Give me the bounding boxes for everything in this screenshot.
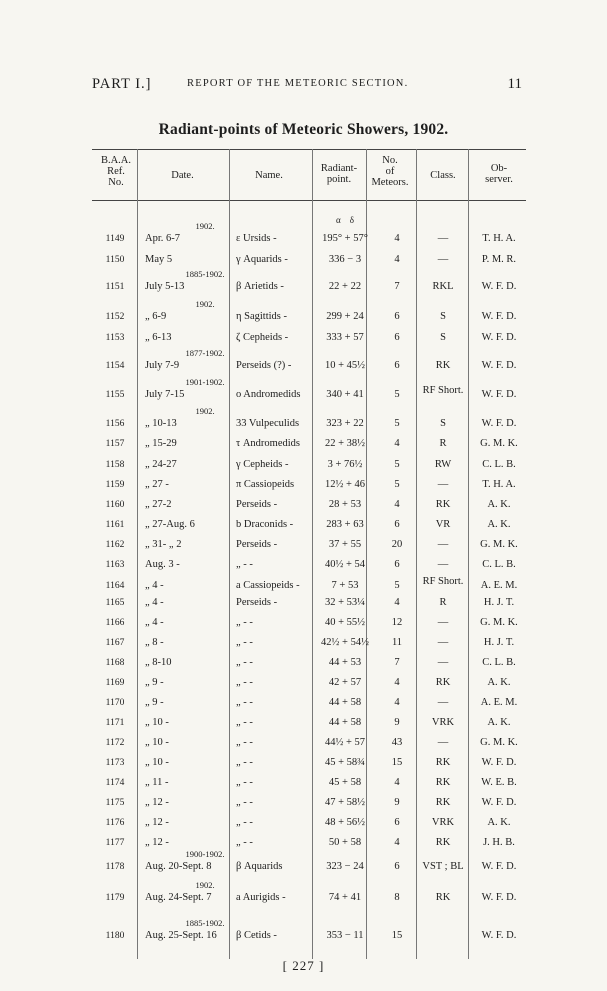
radiant-point: 353 − 11	[326, 930, 364, 941]
class-cell: —	[437, 697, 449, 708]
radiant-point: 3 + 76½	[327, 459, 363, 470]
class-cell: VRK	[431, 717, 455, 728]
ref-number: 1156	[105, 419, 125, 429]
class-cell: RF Short.	[422, 385, 464, 396]
radiant-point: 40 + 55½	[324, 617, 366, 628]
observer-cell: G. M. K.	[480, 617, 518, 628]
observer-cell: A. K.	[487, 817, 511, 828]
date-cell: „ 11 -	[145, 777, 169, 788]
table-top-rule	[92, 149, 526, 150]
ref-number: 1160	[105, 500, 125, 510]
class-cell: RK	[435, 837, 451, 848]
meteor-count: 11	[391, 637, 403, 648]
radiant-point: 12½ + 46	[324, 479, 366, 490]
date-cell: „ 10 -	[145, 737, 169, 748]
meteor-count: 43	[391, 737, 403, 748]
shower-name: Perseids (?) -	[236, 360, 292, 371]
ref-number: 1166	[105, 618, 125, 628]
header-class: Class.	[430, 170, 456, 181]
shower-name: „ - -	[236, 837, 253, 848]
shower-name: β Arietids -	[236, 281, 284, 292]
radiant-point: 340 + 41	[326, 389, 364, 400]
ref-number: 1178	[105, 862, 125, 872]
shower-name: Perseids -	[236, 499, 278, 510]
ref-number: 1167	[105, 638, 125, 648]
date-cell: May 5	[145, 254, 173, 265]
ref-number: 1157	[105, 439, 125, 449]
date-cell: „ 8-10	[145, 657, 172, 668]
ref-number: 1153	[105, 333, 125, 343]
date-cell: „ 10-13	[145, 418, 177, 429]
class-cell: RK	[435, 777, 451, 788]
meteor-count: 5	[394, 479, 400, 490]
shower-name: γ Aquarids -	[236, 254, 288, 265]
observer-cell: W. F. D.	[481, 332, 517, 343]
date-cell: „ 6-13	[145, 332, 172, 343]
observer-cell: W. F. D.	[481, 892, 517, 903]
ref-number: 1172	[105, 738, 125, 748]
page-title: Radiant-points of Meteoric Showers, 1902.	[158, 121, 449, 138]
meteor-count: 5	[394, 389, 400, 400]
shower-name: „ - -	[236, 657, 253, 668]
radiant-point: 42 + 57	[328, 677, 362, 688]
date-cell: „ 31- „ 2	[145, 539, 182, 550]
header-number-line: No.	[382, 155, 398, 166]
date-year: 1877-1902.	[185, 348, 225, 358]
ref-number: 1174	[105, 778, 125, 788]
observer-cell: C. L. B.	[482, 657, 516, 668]
meteor-count: 6	[394, 311, 400, 322]
radiant-point: 44 + 53	[328, 657, 362, 668]
class-cell: —	[437, 559, 449, 570]
ref-number: 1162	[105, 540, 125, 550]
class-cell: —	[437, 637, 449, 648]
meteor-count: 4	[394, 499, 400, 510]
shower-name: „ - -	[236, 817, 253, 828]
shower-name: „ - -	[236, 757, 253, 768]
header-number-line: of	[385, 166, 395, 177]
date-cell: „ 4 -	[145, 580, 164, 591]
shower-name: ε Ursids -	[236, 233, 277, 244]
header-number-line: Meteors.	[371, 177, 409, 188]
shower-name: „ - -	[236, 559, 253, 570]
radiant-point: 323 + 22	[326, 418, 364, 429]
column-rule	[137, 149, 138, 959]
header-alpha-delta: α δ	[336, 215, 354, 225]
observer-cell: G. M. K.	[480, 737, 518, 748]
observer-cell: T. H. A.	[482, 479, 516, 490]
class-cell: RW	[434, 459, 452, 470]
class-cell: S	[440, 418, 446, 429]
radiant-point: 48 + 56½	[324, 817, 366, 828]
observer-cell: W. F. D.	[481, 281, 517, 292]
header-name: Name.	[255, 170, 283, 181]
observer-cell: A. K.	[487, 519, 511, 530]
radiant-point: 47 + 58½	[324, 797, 366, 808]
header-radiant-line: Radiant-	[320, 163, 358, 174]
shower-name: „ - -	[236, 797, 253, 808]
observer-cell: W. F. D.	[481, 861, 517, 872]
radiant-point: 44 + 58	[328, 697, 362, 708]
section-title: REPORT OF THE METEORIC SECTION.	[187, 78, 409, 89]
date-cell: July 7-15	[145, 389, 185, 400]
meteor-count: 6	[394, 559, 400, 570]
date-cell: „ 9 -	[145, 677, 164, 688]
class-cell: RK	[435, 892, 451, 903]
date-year: 1902.	[195, 221, 215, 231]
observer-cell: A. K.	[487, 717, 511, 728]
class-cell: RK	[435, 757, 451, 768]
ref-number: 1170	[105, 698, 125, 708]
radiant-point: 44 + 58	[328, 717, 362, 728]
radiant-point: 32 + 53¼	[324, 597, 366, 608]
header-date: Date.	[171, 170, 194, 181]
ref-number: 1176	[105, 818, 125, 828]
ref-number: 1155	[105, 390, 125, 400]
class-cell: —	[437, 479, 449, 490]
date-year: 1900-1902.	[185, 849, 225, 859]
class-cell: —	[437, 617, 449, 628]
class-cell: —	[437, 254, 449, 265]
observer-cell: J. H. B.	[483, 837, 515, 848]
meteor-count: 12	[391, 617, 403, 628]
shower-name: „ - -	[236, 777, 253, 788]
meteor-count: 4	[394, 777, 400, 788]
date-year: 1901-1902.	[185, 377, 225, 387]
class-cell: S	[440, 311, 446, 322]
observer-cell: P. M. R.	[481, 254, 517, 265]
class-cell: RKL	[432, 281, 454, 292]
class-cell: RF Short.	[422, 576, 464, 587]
date-cell: „ 9 -	[145, 697, 164, 708]
date-cell: Aug. 20-Sept. 8	[145, 861, 212, 872]
meteor-count: 6	[394, 861, 400, 872]
shower-name: β Cetids -	[236, 930, 277, 941]
meteor-count: 5	[394, 418, 400, 429]
header-ref-line: Ref.	[107, 166, 125, 177]
class-cell: —	[437, 737, 449, 748]
observer-cell: W. F. D.	[481, 797, 517, 808]
observer-cell: C. L. B.	[482, 559, 516, 570]
header-number	[367, 155, 413, 188]
radiant-point: 10 + 45½	[324, 360, 366, 371]
shower-name: η Sagittids -	[236, 311, 287, 322]
header-bottom-rule	[92, 200, 526, 201]
ref-number: 1168	[105, 658, 125, 668]
radiant-point: 283 + 63	[326, 519, 364, 530]
date-cell: „ 6-9	[145, 311, 167, 322]
ref-number: 1177	[105, 838, 125, 848]
shower-name: ζ Cepheids -	[236, 332, 289, 343]
date-year: 1885-1902.	[185, 269, 225, 279]
date-cell: „ 27-2	[145, 499, 172, 510]
date-cell: „ 24-27	[145, 459, 177, 470]
header-observer	[470, 163, 528, 185]
date-year: 1902.	[195, 299, 215, 309]
date-cell: „ 12 -	[145, 797, 169, 808]
radiant-point: 299 + 24	[326, 311, 364, 322]
radiant-point: 333 + 57	[326, 332, 364, 343]
date-cell: „ 8 -	[145, 637, 164, 648]
shower-name: Perseids -	[236, 539, 278, 550]
observer-cell: A. K.	[487, 499, 511, 510]
page-number: 11	[507, 76, 522, 92]
meteor-count: 4	[394, 233, 400, 244]
ref-number: 1164	[105, 581, 125, 591]
date-cell: „ 4 -	[145, 597, 164, 608]
meteor-count: 8	[394, 892, 400, 903]
observer-cell: C. L. B.	[482, 459, 516, 470]
class-cell: S	[440, 332, 446, 343]
class-cell: RK	[435, 499, 451, 510]
class-cell: VST ; BL	[422, 861, 464, 872]
observer-cell: A. E. M.	[480, 580, 518, 591]
ref-number: 1165	[105, 598, 125, 608]
radiant-point: 336 − 3	[328, 254, 362, 265]
meteor-count: 4	[394, 837, 400, 848]
meteor-count: 15	[391, 757, 403, 768]
date-cell: July 5-13	[145, 281, 185, 292]
observer-cell: A. K.	[487, 677, 511, 688]
observer-cell: G. M. K.	[480, 539, 518, 550]
running-head	[92, 76, 522, 98]
radiant-point: 74 + 41	[328, 892, 362, 903]
meteor-count: 9	[394, 797, 400, 808]
meteor-count: 5	[394, 459, 400, 470]
shower-name: π Cassiopeids	[236, 479, 295, 490]
ref-number: 1163	[105, 560, 125, 570]
meteor-count: 5	[394, 580, 400, 591]
class-cell: R	[439, 438, 447, 449]
meteor-count: 15	[391, 930, 403, 941]
class-cell: VR	[435, 519, 451, 530]
observer-cell: W. F. D.	[481, 930, 517, 941]
header-ref-line: No.	[108, 177, 124, 188]
observer-cell: H. J. T.	[483, 637, 515, 648]
date-cell: „ 27 -	[145, 479, 169, 490]
shower-name: „ - -	[236, 677, 253, 688]
meteor-count: 6	[394, 817, 400, 828]
date-year: 1885-1902.	[185, 918, 225, 928]
radiant-point: 45 + 58¾	[324, 757, 366, 768]
date-year: 1902.	[195, 880, 215, 890]
shower-name: „ - -	[236, 737, 253, 748]
meteor-count: 7	[394, 657, 400, 668]
meteor-count: 9	[394, 717, 400, 728]
part-label: PART I.]	[92, 76, 152, 92]
shower-name: „ - -	[236, 717, 253, 728]
radiant-point: 22 + 22	[328, 281, 362, 292]
shower-name: 33 Vulpeculids	[236, 418, 300, 429]
radiant-point: 195° + 57°	[322, 233, 368, 244]
shower-name: „ - -	[236, 697, 253, 708]
shower-name: a Aurigids -	[236, 892, 286, 903]
class-cell: —	[437, 233, 449, 244]
observer-cell: T. H. A.	[482, 233, 516, 244]
ref-number: 1171	[105, 718, 125, 728]
ref-number: 1175	[105, 798, 125, 808]
ref-number: 1158	[105, 460, 125, 470]
meteor-count: 7	[394, 281, 400, 292]
header-ref	[98, 155, 134, 188]
date-cell: Aug. 3 -	[145, 559, 180, 570]
header-ref-line: B.A.A.	[100, 155, 132, 166]
meteor-count: 4	[394, 254, 400, 265]
meteor-count: 4	[394, 697, 400, 708]
ref-number: 1151	[105, 282, 125, 292]
date-cell: Apr. 6-7	[145, 233, 180, 244]
ref-number: 1180	[105, 931, 125, 941]
date-cell: „ 27-Aug. 6	[145, 519, 195, 530]
observer-cell: W. F. D.	[481, 389, 517, 400]
date-cell: July 7-9	[145, 360, 180, 371]
observer-cell: A. E. M.	[480, 697, 518, 708]
meteor-count: 20	[391, 539, 403, 550]
date-cell: „ 10 -	[145, 717, 169, 728]
meteor-count: 6	[394, 332, 400, 343]
radiant-point: 37 + 55	[328, 539, 362, 550]
date-cell: „ 12 -	[145, 837, 169, 848]
observer-cell: G. M. K.	[480, 438, 518, 449]
observer-cell: H. J. T.	[483, 597, 515, 608]
radiant-point: 50 + 58	[328, 837, 362, 848]
observer-cell: W. F. D.	[481, 311, 517, 322]
shower-name: „ - -	[236, 617, 253, 628]
header-radiant	[313, 163, 365, 185]
ref-number: 1152	[105, 312, 125, 322]
header-observer-line: Ob-	[490, 163, 508, 174]
meteor-count: 4	[394, 597, 400, 608]
ref-number: 1150	[105, 255, 125, 265]
class-cell: R	[439, 597, 447, 608]
date-cell: „ 10 -	[145, 757, 169, 768]
date-year: 1902.	[195, 406, 215, 416]
ref-number: 1179	[105, 893, 125, 903]
observer-cell: W. F. D.	[481, 360, 517, 371]
ref-number: 1173	[105, 758, 125, 768]
radiant-point: 44½ + 57	[324, 737, 366, 748]
date-cell: „ 12 -	[145, 817, 169, 828]
class-cell: —	[437, 539, 449, 550]
observer-cell: W. E. B.	[481, 777, 517, 788]
radiant-point: 42½ + 54½	[321, 637, 369, 648]
shower-name: γ Cepheids -	[236, 459, 289, 470]
date-cell: „ 4 -	[145, 617, 164, 628]
meteor-count: 6	[394, 519, 400, 530]
column-rule	[416, 149, 417, 959]
folio: [ 227 ]	[282, 958, 325, 973]
shower-name: o Andromedids	[236, 389, 301, 400]
shower-name: „ - -	[236, 637, 253, 648]
observer-cell: W. F. D.	[481, 757, 517, 768]
column-rule	[468, 149, 469, 959]
ref-number: 1149	[105, 234, 125, 244]
meteor-count: 6	[394, 360, 400, 371]
radiant-point: 22 + 38½	[324, 438, 366, 449]
radiant-point: 45 + 58	[328, 777, 362, 788]
radiant-point: 40½ + 54	[324, 559, 366, 570]
shower-name: b Draconids -	[236, 519, 294, 530]
ref-number: 1169	[105, 678, 125, 688]
ref-number: 1161	[105, 520, 125, 530]
ref-number: 1154	[105, 361, 125, 371]
date-cell: Aug. 24-Sept. 7	[145, 892, 212, 903]
header-observer-line: server.	[485, 174, 513, 185]
class-cell: VRK	[431, 817, 455, 828]
ref-number: 1159	[105, 480, 125, 490]
class-cell: RK	[435, 677, 451, 688]
meteor-count: 4	[394, 677, 400, 688]
header-radiant-line: point.	[326, 174, 352, 185]
radiant-point: 323 − 24	[326, 861, 364, 872]
shower-name: β Aquarids	[236, 861, 283, 872]
meteor-count: 4	[394, 438, 400, 449]
radiant-point: 28 + 53	[328, 499, 362, 510]
radiant-point: 7 + 53	[331, 580, 359, 591]
shower-name: a Cassiopeids -	[236, 580, 300, 591]
shower-name: Perseids -	[236, 597, 278, 608]
class-cell: RK	[435, 797, 451, 808]
date-cell: „ 15-29	[145, 438, 177, 449]
class-cell: RK	[435, 360, 451, 371]
shower-name: τ Andromedids	[236, 438, 301, 449]
observer-cell: W. F. D.	[481, 418, 517, 429]
class-cell: —	[437, 657, 449, 668]
date-cell: Aug. 25-Sept. 16	[145, 930, 217, 941]
